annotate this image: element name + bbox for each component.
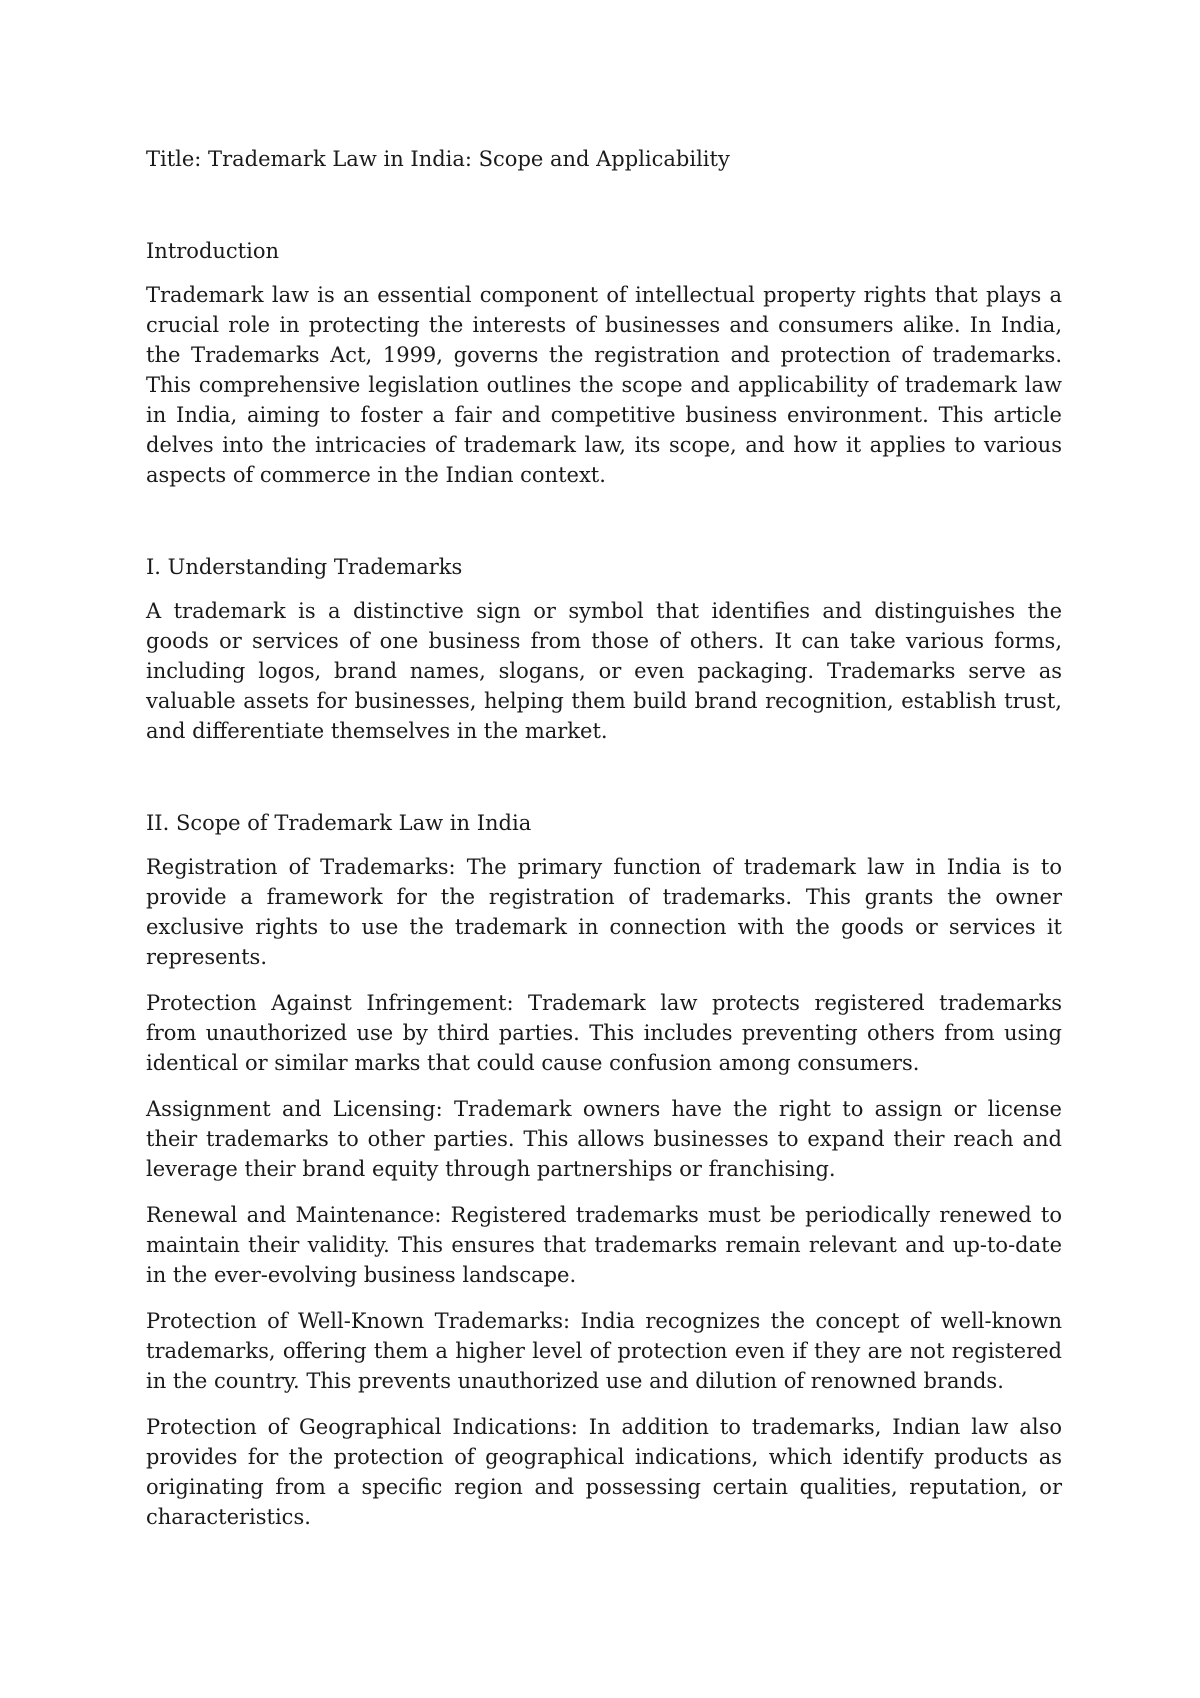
- document-title: Title: Trademark Law in India: Scope and Applicability: [146, 147, 730, 171]
- section-2-item-assignment: Assignment and Licensing: Trademark owners have the right to assign or license their trademarks to other parties. This allows businesses to expand their reach and leverage their brand equity through partnerships or franchising.: [146, 1097, 1062, 1181]
- section-2-item-infringement: Protection Against Infringement: Trademark law protects registered trademarks from unauthorized use by third parties. This includes preventing others from using identical or similar marks that could cause confusion among consumers.: [146, 991, 1062, 1075]
- introduction-heading: Introduction: [146, 239, 279, 263]
- section-2-item-registration: Registration of Trademarks: The primary function of trademark law in India is to provide a framework for the registration of trademarks. This grants the owner exclusive rights to use the trademark in connection with the goods or services it represents.: [146, 855, 1062, 969]
- section-2-item-well-known: Protection of Well-Known Trademarks: India recognizes the concept of well-known trademarks, offering them a higher level of protection even if they are not registered in the country. This prevents unauthorized use and dilution of renowned brands.: [146, 1309, 1062, 1393]
- section-2-item-renewal: Renewal and Maintenance: Registered trademarks must be periodically renewed to maintain their validity. This ensures that trademarks remain relevant and up-to-date in the ever-evolving business landscape.: [146, 1203, 1062, 1287]
- section-2-heading: II. Scope of Trademark Law in India: [146, 811, 532, 835]
- introduction-paragraph: Trademark law is an essential component of intellectual property rights that plays a crucial role in protecting the interests of businesses and consumers alike. In India, the Trademarks Act, 1999, governs the registration and protection of trademarks. This comprehensive legislation outlines the scope and applicability of trademark law in India, aiming to foster a fair and competitive business environment. This article delves into the intricacies of trademark law, its scope, and how it applies to various aspects of commerce in the Indian context.: [146, 283, 1062, 487]
- document-page: [146, 144, 1062, 1532]
- section-1-paragraph: A trademark is a distinctive sign or symbol that identifies and distinguishes the goods or services of one business from those of others. It can take various forms, including logos, brand names, slogans, or even packaging. Trademarks serve as valuable assets for businesses, helping them build brand recognition, establish trust, and differentiate themselves in the market.: [146, 599, 1062, 743]
- section-2-item-geographical: Protection of Geographical Indications: In addition to trademarks, Indian law also provides for the protection of geographical indications, which identify products as originating from a specific region and possessing certain qualities, reputation, or characteristics.: [146, 1415, 1062, 1529]
- section-1-heading: I. Understanding Trademarks: [146, 555, 463, 579]
